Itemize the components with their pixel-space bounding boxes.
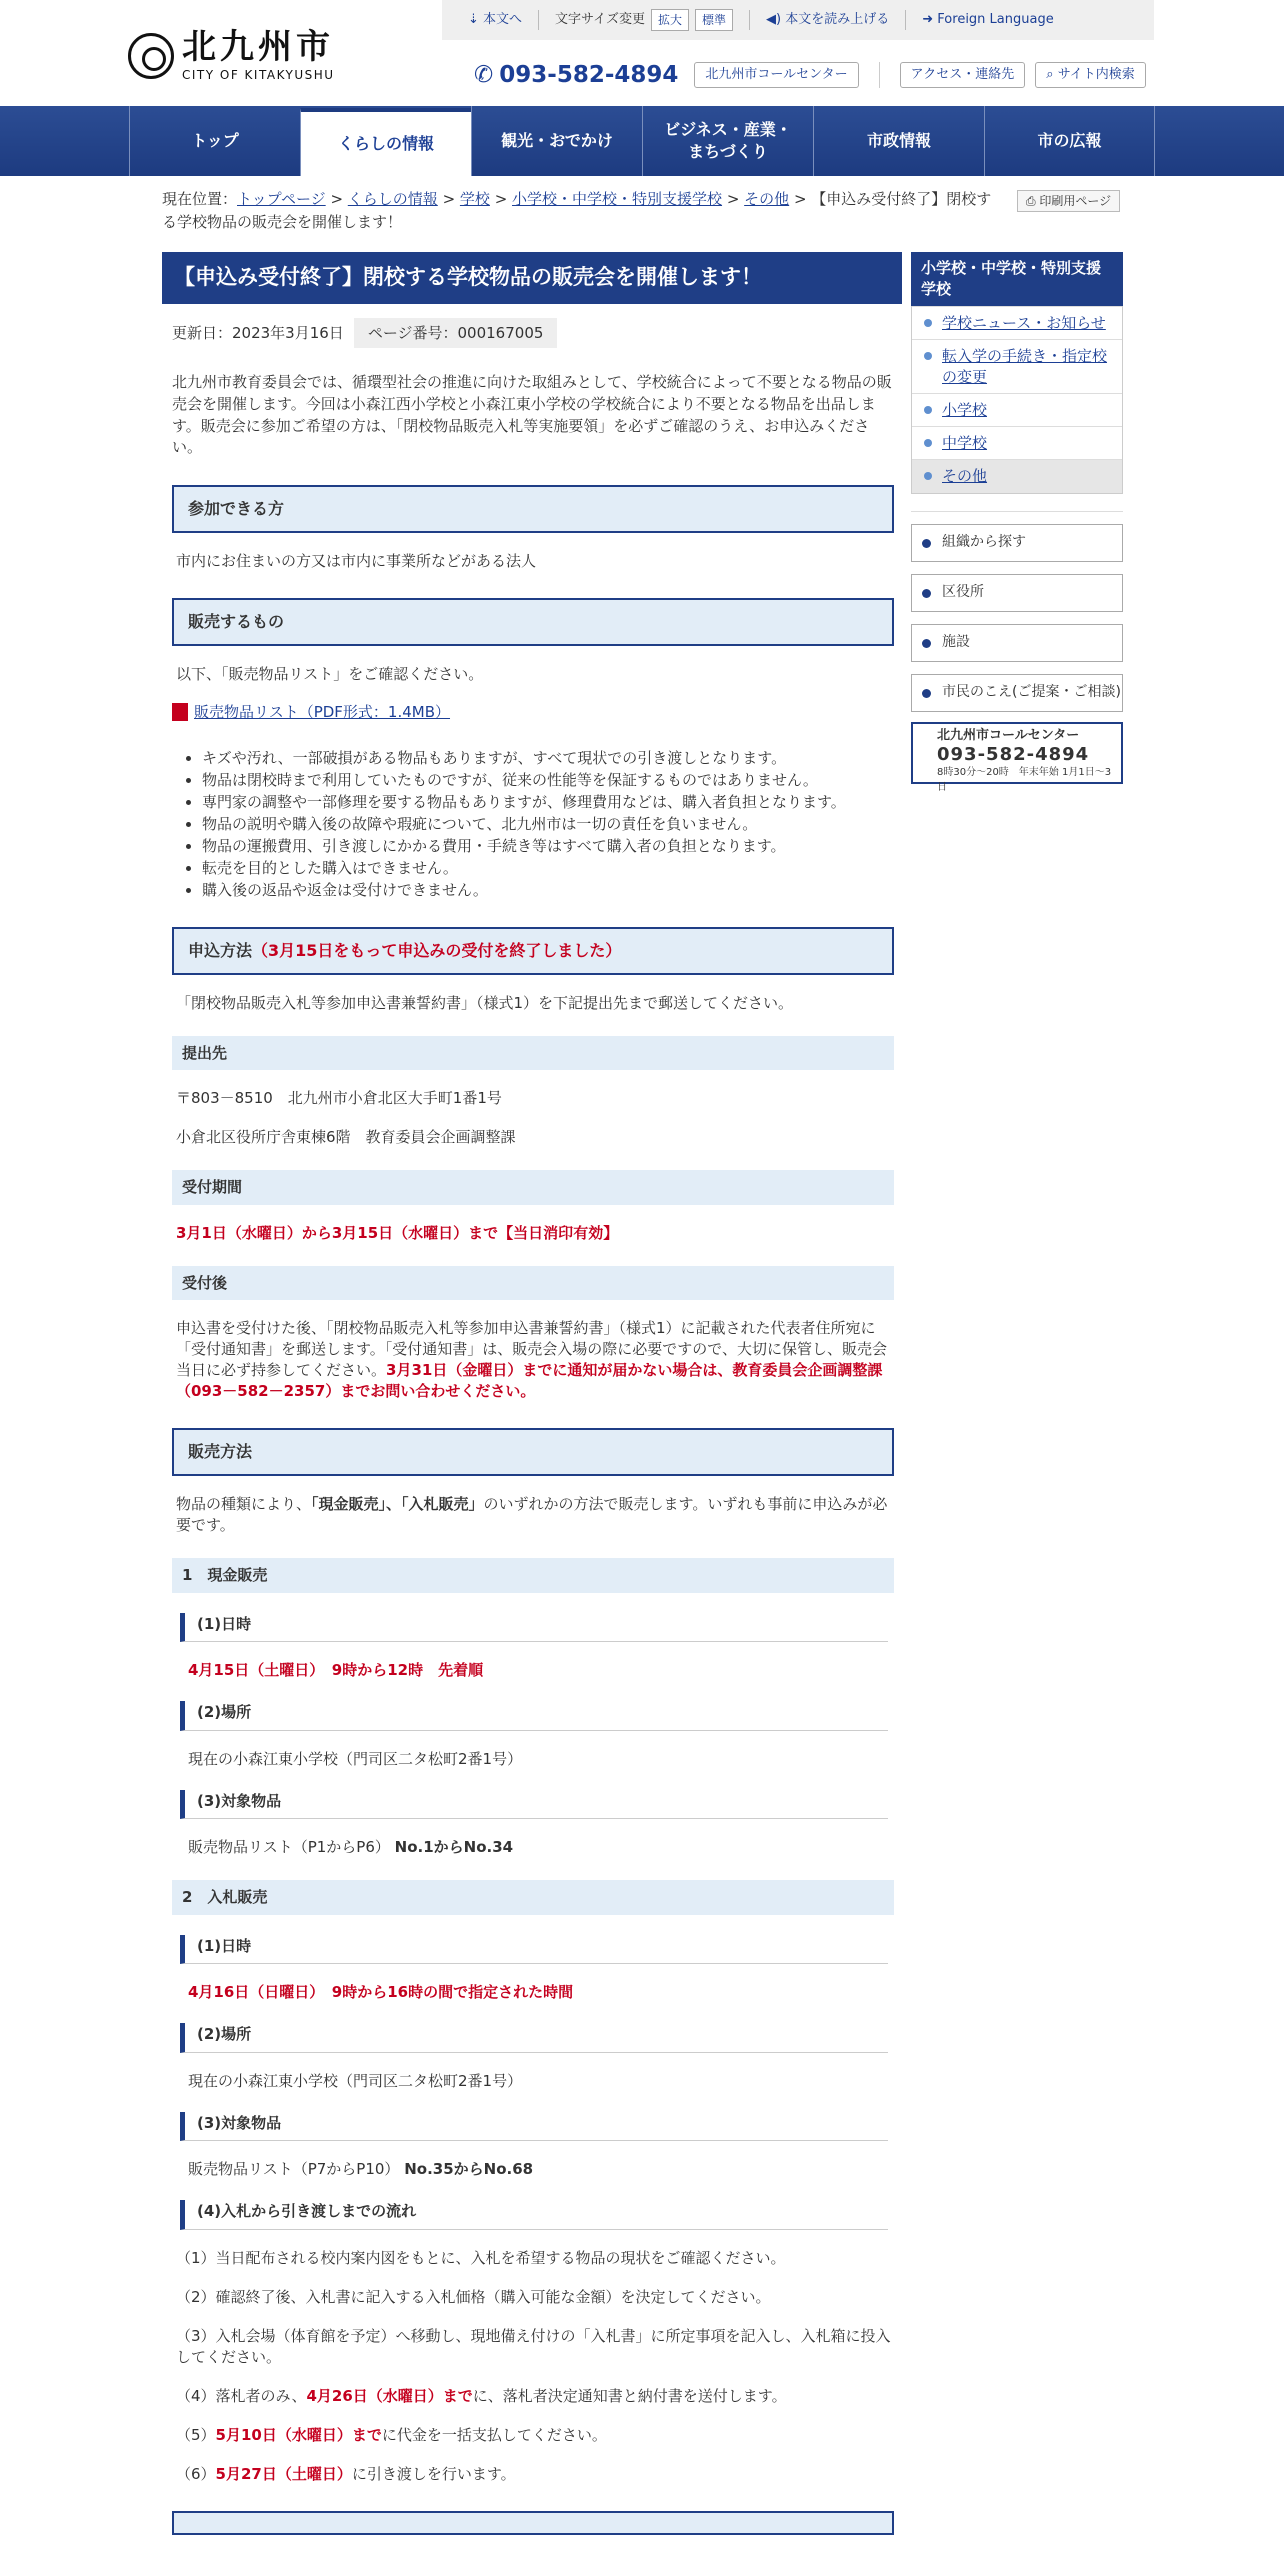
breadcrumb: 現在位置：トップページ > くらしの情報 > 学校 > 小学校・中学校・特別支援学校 > その他 > 【申込み受付終了】閉校する学校物品の販売会を開催します！ bbox=[162, 190, 992, 231]
subsection-heading: 2 入札販売 bbox=[172, 1880, 894, 1915]
search-by-org-button[interactable]: 組織から探す bbox=[911, 524, 1123, 562]
callcenter-banner[interactable]: 北九州市コールセンター 093-582-4894 8時30分～20時 年末年始 1月1日～3日 bbox=[911, 722, 1123, 784]
nav-tourism[interactable]: 観光・おでかけ bbox=[471, 106, 642, 176]
detail-heading: (2)場所 bbox=[180, 2023, 888, 2053]
divider bbox=[911, 494, 1123, 512]
down-arrow-icon: ⇣ bbox=[468, 12, 484, 28]
cash-place: 現在の小森江東小学校（門司区二タ松町2番1号） bbox=[188, 1749, 523, 1768]
crumb-schools[interactable]: 小学校・中学校・特別支援学校 bbox=[512, 190, 723, 208]
site-search-button[interactable]: ⌕ サイト内検索 bbox=[1035, 62, 1146, 88]
font-normal-button[interactable]: 標準 bbox=[695, 9, 733, 31]
page-title: 【申込み受付終了】閉校する学校物品の販売会を開催します！ bbox=[162, 252, 902, 304]
crumb-current: 【申込み受付終了】閉校する学校物品の販売会を開催します！ bbox=[162, 190, 992, 231]
reception-period: 3月1日（水曜日）から3月15日（水曜日）まで【当日消印有効】 bbox=[176, 1223, 619, 1242]
flow-step: （1）当日配布される校内案内図をもとに、入札を希望する物品の現状をご確認ください。 bbox=[176, 2248, 786, 2267]
print-button[interactable]: ⎙ 印刷用ページ bbox=[1017, 190, 1120, 212]
list-item: • 物品の運搬費用、引き渡しにかかる費用・手続き等はすべて購入者の負担となります。 bbox=[202, 836, 892, 857]
intro-text: 北九州市教育委員会では、循環型社会の推進に向けた取組みとして、学校統合によって不要となる物品の販売会を開催します。今回は小森江西小学校と小森江東小学校の学校統合により不要となる物品を出品します。販売会に参加ご希望の方は、「閉校物品販売入札等実施要領」を必ずご確認のうえ、お申込みください。 bbox=[172, 373, 892, 457]
updated-date: 更新日：2023年3月16日 bbox=[172, 323, 344, 342]
sidebar bbox=[911, 252, 1123, 793]
flow-step: （5）5月10日（水曜日）までに代金を一括支払してください。 bbox=[176, 2425, 607, 2444]
site-logo[interactable] bbox=[128, 28, 335, 84]
detail-heading: (1)日時 bbox=[180, 1613, 888, 1643]
sidebar-heading: 小学校・中学校・特別支援学校 bbox=[911, 252, 1123, 306]
search-icon: ⌕ bbox=[1046, 67, 1058, 83]
callcenter-button[interactable]: 北九州市コールセンター bbox=[694, 62, 858, 88]
phone-icon: ✆ bbox=[474, 62, 494, 88]
bid-place: 現在の小森江東小学校（門司区二タ松町2番1号） bbox=[188, 2071, 523, 2090]
logo-text: 北九州市 bbox=[182, 27, 334, 67]
list-item: • 物品の説明や購入後の故障や瑕疵について、北九州市は一切の責任を負いません。 bbox=[202, 814, 892, 835]
global-nav bbox=[0, 106, 1284, 176]
eligibility-text: 市内にお住まいの方又は市内に事業所などがある法人 bbox=[176, 552, 537, 570]
pdf-icon bbox=[172, 703, 188, 721]
citizen-voice-button[interactable]: 市民のこえ(ご提案・ご相談) bbox=[911, 674, 1123, 712]
sidebar-item-transfer[interactable]: 転入学の手続き・指定校の変更 bbox=[912, 339, 1122, 393]
foreign-language-link[interactable]: ➜ Foreign Language bbox=[922, 12, 1054, 28]
header-contact bbox=[474, 58, 1146, 93]
list-item: • 購入後の返品や返金は受付けできません。 bbox=[202, 880, 892, 901]
application-text: 「閉校物品販売入札等参加申込書兼誓約書」（様式1）を下記提出先まで郵送してください。 bbox=[176, 993, 794, 1012]
subsection-heading: 1 現金販売 bbox=[172, 1558, 894, 1593]
font-size-label: 文字サイズ変更 bbox=[555, 12, 646, 28]
section-heading: 販売方法 bbox=[172, 1428, 894, 1476]
nav-living[interactable]: くらしの情報 bbox=[300, 108, 471, 176]
pdf-link[interactable]: 販売物品リスト（PDF形式：1.4MB） bbox=[172, 701, 450, 724]
submit-address: 〒803－8510 北九州市小倉北区大手町1番1号 bbox=[176, 1089, 502, 1108]
divider bbox=[905, 10, 906, 30]
detail-heading: (3)対象物品 bbox=[180, 2112, 888, 2142]
list-item: • キズや汚れ、一部破損がある物品もありますが、すべて現状での引き渡しとなります。 bbox=[202, 748, 892, 769]
logo-subtext: CITY OF KITAKYUSHU bbox=[182, 68, 335, 82]
sidebar-item-other[interactable]: その他 bbox=[912, 459, 1122, 492]
subsection-heading: 提出先 bbox=[172, 1036, 894, 1071]
divider bbox=[538, 10, 539, 30]
items-text: 以下、「販売物品リスト」をご確認ください。 bbox=[176, 665, 484, 683]
page-number: ページ番号：000167005 bbox=[354, 318, 558, 349]
notes-list bbox=[202, 748, 892, 901]
printer-icon: ⎙ bbox=[1026, 194, 1040, 208]
sidebar-item-news[interactable]: 学校ニュース・お知らせ bbox=[912, 306, 1122, 339]
bid-date: 4月16日（日曜日） 9時から16時の間で指定された時間 bbox=[188, 1983, 574, 2002]
crumb-other[interactable]: その他 bbox=[744, 190, 790, 208]
cash-date: 4月15日（土曜日） 9時から12時 先着順 bbox=[188, 1661, 484, 1680]
page-meta bbox=[162, 318, 902, 349]
divider bbox=[749, 10, 750, 30]
cash-items: 販売物品リスト（P1からP6） No.1からNo.34 bbox=[188, 1838, 514, 1857]
crumb-school[interactable]: 学校 bbox=[459, 190, 490, 208]
font-large-button[interactable]: 拡大 bbox=[651, 9, 689, 31]
nav-business[interactable]: ビジネス・産業・ まちづくり bbox=[642, 106, 813, 176]
ward-office-button[interactable]: 区役所 bbox=[911, 574, 1123, 612]
nav-top[interactable]: トップ bbox=[129, 106, 300, 176]
nav-city-info[interactable]: 市政情報 bbox=[813, 106, 984, 176]
section-heading: 参加できる方 bbox=[172, 485, 894, 533]
detail-heading: (1)日時 bbox=[180, 1935, 888, 1965]
flow-step: （3）入札会場（体育館を予定）へ移動し、現地備え付けの「入札書」に所定事項を記入し、入札箱に投入してください。 bbox=[176, 2326, 891, 2366]
crumb-living[interactable]: くらしの情報 bbox=[347, 190, 438, 208]
skip-to-content-link[interactable]: ⇣ 本文へ bbox=[468, 12, 523, 28]
flow-step: （6）5月27日（土曜日）に引き渡しを行います。 bbox=[176, 2464, 516, 2483]
section-heading: 販売するもの bbox=[172, 598, 894, 646]
list-item: • 物品は閉校時まで利用していたものですが、従来の性能等を保証するものではありません。 bbox=[202, 770, 892, 791]
sidebar-menu bbox=[911, 306, 1123, 494]
flow-step: （4）落札者のみ、4月26日（水曜日）までに、落札者決定通知書と納付書を送付します。 bbox=[176, 2386, 787, 2405]
access-button[interactable]: アクセス・連絡先 bbox=[900, 62, 1026, 88]
phone-number: ✆ 093-582-4894 bbox=[474, 58, 678, 93]
after-reception-text: 申込書を受付けた後、「閉校物品販売入札等参加申込書兼誓約書」（様式1）に記載された代表者住所宛に「受付通知書」を郵送します。「受付通知書」は、販売会入場の際に必要ですので、大切に保管し、販売会当日に必ず持参してください。3月31日（金曜日）までに通知が届かない場合は、教育委員会企画調整課（093－582－2357）までお問い合わせください。 bbox=[176, 1319, 888, 1401]
crumb-top[interactable]: トップページ bbox=[237, 190, 326, 208]
divider bbox=[879, 62, 880, 88]
sidebar-item-elementary[interactable]: 小学校 bbox=[912, 393, 1122, 426]
main-content bbox=[162, 252, 902, 2535]
detail-heading: (2)場所 bbox=[180, 1701, 888, 1731]
list-item: • 転売を目的とした購入はできません。 bbox=[202, 858, 892, 879]
flow-step: （2）確認終了後、入札書に記入する入札価格（購入可能な金額）を決定してください。 bbox=[176, 2287, 771, 2306]
subsection-heading: 受付期間 bbox=[172, 1170, 894, 1205]
section-heading-partial bbox=[172, 2511, 894, 2535]
arrow-circle-icon: ➜ bbox=[922, 12, 938, 28]
facilities-button[interactable]: 施設 bbox=[911, 624, 1123, 662]
detail-heading: (4)入札から引き渡しまでの流れ bbox=[180, 2200, 888, 2230]
read-aloud-link[interactable]: ◀) 本文を読み上げる bbox=[766, 12, 890, 28]
detail-heading: (3)対象物品 bbox=[180, 1790, 888, 1820]
utility-bar bbox=[442, 0, 1154, 40]
city-emblem-icon bbox=[128, 33, 174, 79]
bid-items: 販売物品リスト（P7からP10） No.35からNo.68 bbox=[188, 2160, 534, 2179]
nav-public-relations[interactable]: 市の広報 bbox=[984, 106, 1155, 176]
list-item: • 専門家の調整や一部修理を要する物品もありますが、修理費用などは、購入者負担となります。 bbox=[202, 792, 892, 813]
section-heading: 申込方法（3月15日をもって申込みの受付を終了しました） bbox=[172, 927, 894, 975]
submit-department: 小倉北区役所庁舎東棟6階 教育委員会企画調整課 bbox=[176, 1128, 516, 1147]
subsection-heading: 受付後 bbox=[172, 1266, 894, 1301]
speaker-icon: ◀) bbox=[766, 12, 786, 28]
sidebar-item-junior-high[interactable]: 中学校 bbox=[912, 426, 1122, 459]
closed-notice: （3月15日をもって申込みの受付を終了しました） bbox=[252, 940, 622, 960]
sales-method-text: 物品の種類により、「現金販売」、「入札販売」のいずれかの方法で販売します。いずれも事前に申込みが必要です。 bbox=[176, 1495, 888, 1535]
